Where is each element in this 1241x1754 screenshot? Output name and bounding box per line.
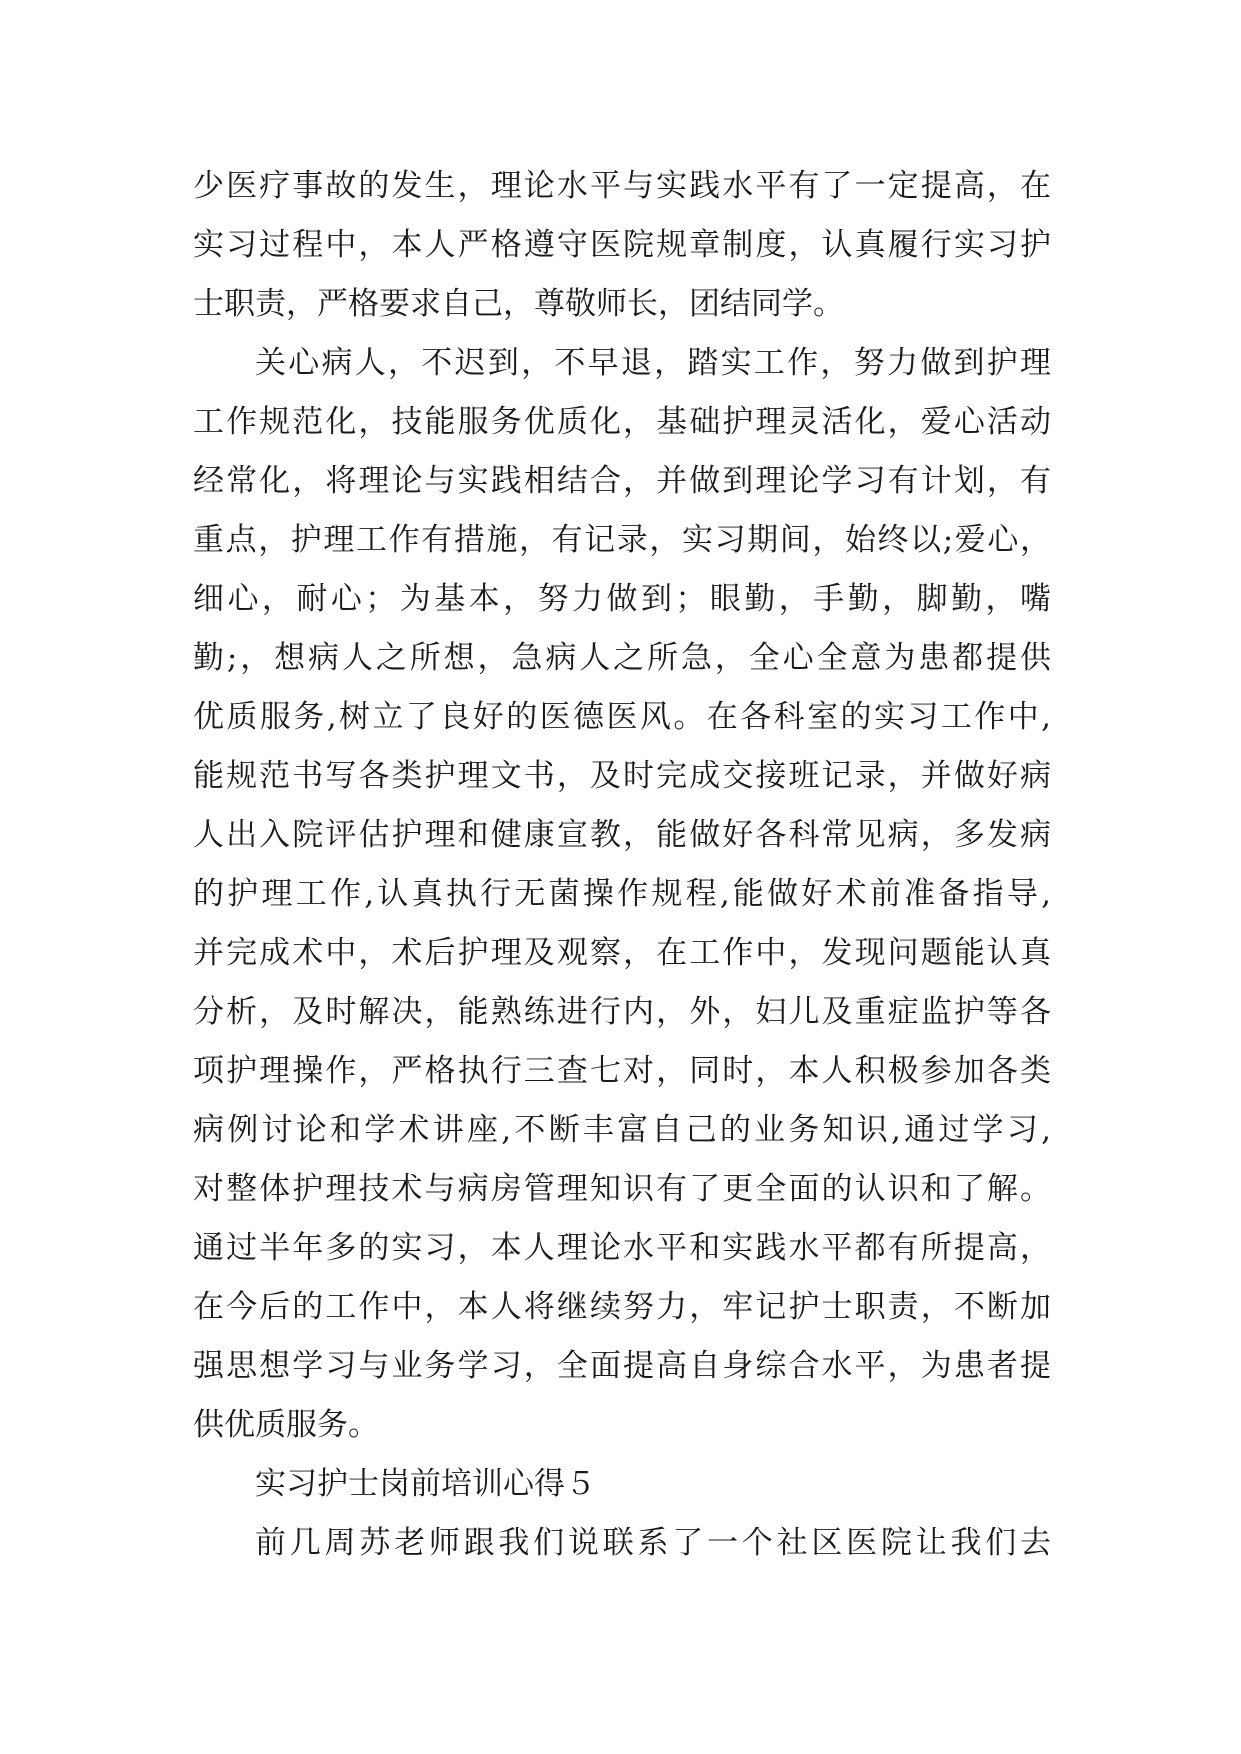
text-line: 人出入院评估护理和健康宣教，能做好各科常见病，多发病: [193, 817, 1051, 853]
text-line: 勤;，想病人之所想，急病人之所急，全心全意为患都提供: [193, 640, 1051, 676]
text-line: 供优质服务。: [193, 1407, 379, 1443]
text-line: 病例讨论和学术讲座,不断丰富自己的业务知识,通过学习,: [193, 1112, 1051, 1148]
text-line: 重点，护理工作有措施，有记录，实习期间，始终以;爱心，: [193, 522, 1051, 558]
text-line: 强思想学习与业务学习，全面提高自身综合水平，为患者提: [193, 1348, 1051, 1384]
text-line: 前几周苏老师跟我们说联系了一个社区医院让我们去: [255, 1525, 1051, 1561]
text-line: 少医疗事故的发生，理论水平与实践水平有了一定提高，在: [193, 168, 1051, 204]
text-line: 的护理工作,认真执行无菌操作规程,能做好术前准备指导,: [193, 876, 1051, 912]
text-line: 通过半年多的实习，本人理论水平和实践水平都有所提高，: [193, 1230, 1051, 1266]
section-heading: 实习护士岗前培训心得５: [255, 1466, 596, 1502]
text-line: 工作规范化，技能服务优质化，基础护理灵活化，爱心活动: [193, 404, 1051, 440]
document-body: [193, 157, 1051, 1573]
text-line: 关心病人，不迟到，不早退，踏实工作，努力做到护理: [255, 345, 1051, 381]
text-line: 经常化，将理论与实践相结合，并做到理论学习有计划，有: [193, 463, 1051, 499]
text-line: 分析，及时解决，能熟练进行内，外，妇儿及重症监护等各: [193, 994, 1051, 1030]
paragraph: [193, 334, 1051, 1455]
paragraph: [193, 157, 1051, 334]
text-line: 能规范书写各类护理文书，及时完成交接班记录，并做好病: [193, 758, 1051, 794]
text-line: 对整体护理技术与病房管理知识有了更全面的认识和了解。: [193, 1171, 1051, 1207]
text-line: 在今后的工作中，本人将继续努力，牢记护士职责，不断加: [193, 1289, 1051, 1325]
text-line: 细心，耐心；为基本，努力做到；眼勤，手勤，脚勤，嘴: [193, 581, 1051, 617]
paragraph: [193, 1514, 1051, 1573]
text-line: 士职责，严格要求自己，尊敬师长，团结同学。: [193, 286, 844, 322]
text-line: 并完成术中，术后护理及观察，在工作中，发现问题能认真: [193, 935, 1051, 971]
text-line: 优质服务,树立了良好的医德医风。在各科室的实习工作中,: [193, 699, 1051, 735]
text-line: 实习过程中，本人严格遵守医院规章制度，认真履行实习护: [193, 227, 1051, 263]
text-line: 项护理操作，严格执行三查七对，同时，本人积极参加各类: [193, 1053, 1051, 1089]
